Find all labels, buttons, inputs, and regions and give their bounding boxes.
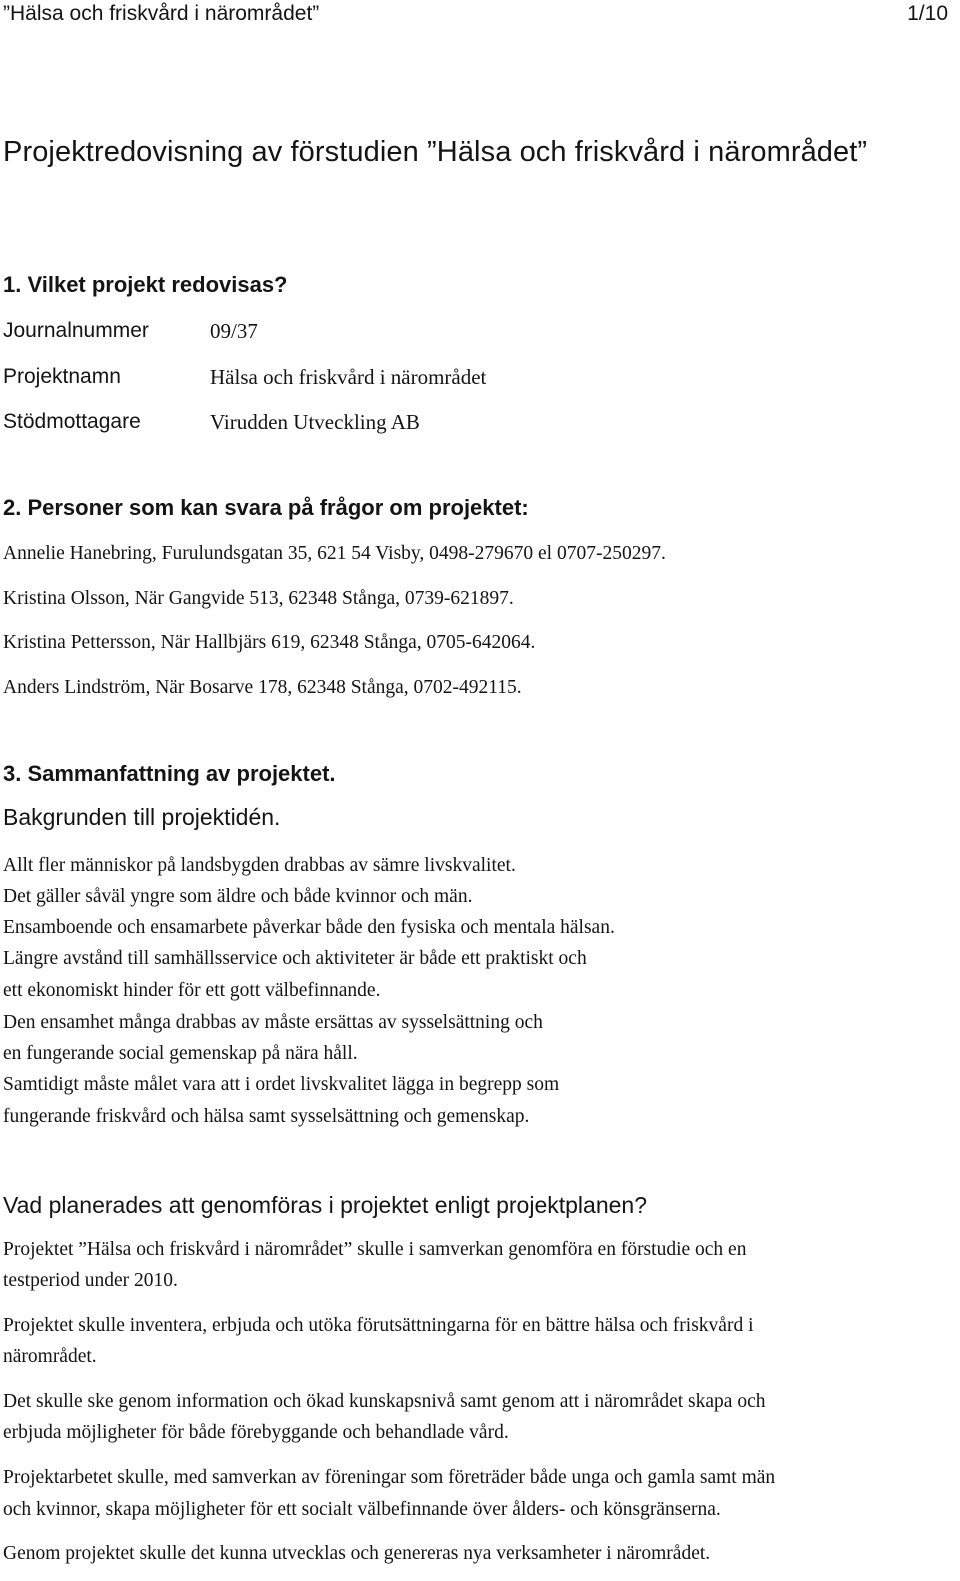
running-header-title: ”Hälsa och friskvård i närområdet” — [3, 2, 320, 25]
plan-subheading: Vad planerades att genomföras i projektet enligt projektplanen? — [3, 1192, 647, 1218]
page-number: 1/10 — [907, 2, 948, 25]
paragraph-line: ett ekonomiskt hinder för ett gott välbefinnande. — [3, 980, 381, 1001]
paragraph-line: närområdet. — [3, 1346, 97, 1367]
paragraph-line: Längre avstånd till samhällsservice och aktiviteter är både ett praktiskt och — [3, 948, 587, 969]
paragraph-line: erbjuda möjligheter för både förebyggande och behandlade vård. — [3, 1422, 509, 1443]
paragraph-line: Projektarbetet skulle, med samverkan av föreningar som företräder både unga och gamla samt män — [3, 1467, 776, 1488]
grant-recipient-label: Stödmottagare — [3, 410, 141, 433]
section-1-heading: 1. Vilket projekt redovisas? — [3, 272, 288, 297]
paragraph-line: Allt fler människor på landsbygden drabbas av sämre livskvalitet. — [3, 855, 516, 876]
paragraph-line: och kvinnor, skapa möjligheter för ett socialt välbefinnande över ålders- och könsgränserna. — [3, 1499, 721, 1520]
paragraph-line: Den ensamhet många drabbas av måste ersättas av sysselsättning och — [3, 1012, 543, 1033]
contact-line: Anders Lindström, När Bosarve 178, 62348 Stånga, 0702-492115. — [3, 677, 522, 698]
contact-line: Annelie Hanebring, Furulundsgatan 35, 621 54 Visby, 0498-279670 el 0707-250297. — [3, 543, 666, 564]
paragraph-line: testperiod under 2010. — [3, 1270, 178, 1291]
paragraph-line: Ensamboende och ensamarbete påverkar både den fysiska och mentala hälsan. — [3, 917, 615, 938]
section-2-heading: 2. Personer som kan svara på frågor om projektet: — [3, 495, 529, 520]
paragraph-line: Samtidigt måste målet vara att i ordet livskvalitet lägga in begrepp som — [3, 1074, 560, 1095]
contact-line: Kristina Olsson, När Gangvide 513, 62348 Stånga, 0739-621897. — [3, 588, 514, 609]
paragraph-line: en fungerande social gemenskap på nära håll. — [3, 1043, 358, 1064]
contact-line: Kristina Pettersson, När Hallbjärs 619, 62348 Stånga, 0705-642064. — [3, 632, 536, 653]
paragraph-line: fungerande friskvård och hälsa samt sysselsättning och gemenskap. — [3, 1106, 530, 1127]
project-name-label: Projektnamn — [3, 365, 121, 388]
paragraph-line: Projektet skulle inventera, erbjuda och utöka förutsättningarna för en bättre hälsa och friskvård i — [3, 1315, 754, 1336]
journal-number-value: 09/37 — [210, 319, 258, 343]
project-name-value: Hälsa och friskvård i närområdet — [210, 365, 487, 389]
paragraph-line: Det gäller såväl yngre som äldre och både kvinnor och män. — [3, 886, 473, 907]
journal-number-label: Journalnummer — [3, 319, 149, 342]
paragraph-line: Det skulle ske genom information och ökad kunskapsnivå samt genom att i närområdet skapa och — [3, 1391, 766, 1412]
background-subheading: Bakgrunden till projektidén. — [3, 804, 281, 830]
section-3-heading: 3. Sammanfattning av projektet. — [3, 761, 336, 786]
document-title: Projektredovisning av förstudien ”Hälsa och friskvård i närområdet” — [3, 136, 868, 168]
paragraph-line: Genom projektet skulle det kunna utvecklas och genereras nya verksamheter i närområdet. — [3, 1543, 711, 1564]
grant-recipient-value: Virudden Utveckling AB — [210, 410, 420, 434]
paragraph-line: Projektet ”Hälsa och friskvård i närområdet” skulle i samverkan genomföra en förstudie och en — [3, 1239, 747, 1260]
